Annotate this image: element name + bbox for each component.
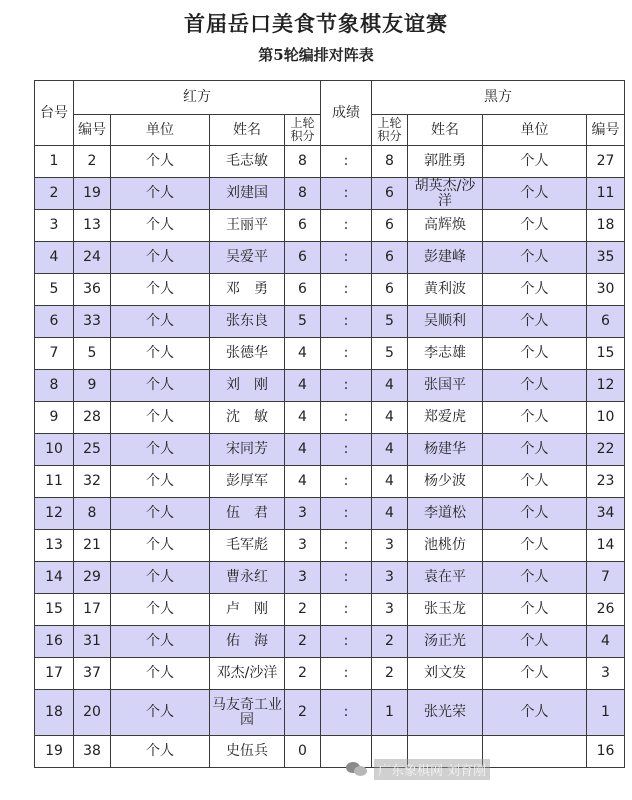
black-number-cell: 30 [587, 274, 625, 306]
table-no-cell: 17 [35, 658, 74, 690]
pairing-table [34, 80, 625, 768]
red-number-cell: 5 [74, 338, 111, 370]
table-row [35, 178, 625, 210]
red-last-score-cell: 3 [285, 530, 321, 562]
black-number-cell: 7 [587, 562, 625, 594]
black-last-score-cell: 3 [372, 530, 408, 562]
black-unit-cell: 个人 [483, 338, 587, 370]
black-number-cell: 15 [587, 338, 625, 370]
black-name-cell: 汤正光 [408, 626, 483, 658]
result-cell: : [321, 530, 372, 562]
result-cell: : [321, 626, 372, 658]
black-unit-cell: 个人 [483, 146, 587, 178]
table-row [35, 626, 625, 658]
result-cell: : [321, 242, 372, 274]
black-unit-cell: 个人 [483, 530, 587, 562]
red-unit-cell: 个人 [111, 658, 210, 690]
black-name-cell: 杨少波 [408, 466, 483, 498]
red-unit-cell: 个人 [111, 178, 210, 210]
table-row [35, 274, 625, 306]
red-last-score-cell: 4 [285, 466, 321, 498]
black-name-cell: 张国平 [408, 370, 483, 402]
red-unit-cell: 个人 [111, 146, 210, 178]
table-row [35, 498, 625, 530]
black-last-score-cell: 4 [372, 402, 408, 434]
result-cell: : [321, 178, 372, 210]
black-name-cell: 彭建峰 [408, 242, 483, 274]
black-last-score-cell: 6 [372, 274, 408, 306]
black-last-score-cell: 6 [372, 210, 408, 242]
result-cell: : [321, 658, 372, 690]
red-name-cell: 彭厚军 [210, 466, 285, 498]
red-number-cell: 28 [74, 402, 111, 434]
table-no-cell: 7 [35, 338, 74, 370]
header-red-side: 红方 [74, 81, 321, 115]
black-number-cell: 16 [587, 736, 625, 768]
header-red-name: 姓名 [210, 115, 285, 146]
table-no-cell: 8 [35, 370, 74, 402]
watermark-text: 广东象棋网 刘育刚 [374, 759, 490, 780]
black-name-cell: 黄利波 [408, 274, 483, 306]
black-name-cell: 胡英杰/沙洋 [408, 178, 483, 210]
table-row [35, 562, 625, 594]
black-last-score-cell: 5 [372, 338, 408, 370]
header-black-number: 编号 [587, 115, 625, 146]
red-number-cell: 25 [74, 434, 111, 466]
red-last-score-cell: 4 [285, 402, 321, 434]
table-row [35, 306, 625, 338]
wechat-icon [346, 760, 368, 778]
black-last-score-cell: 5 [372, 306, 408, 338]
red-name-cell: 张德华 [210, 338, 285, 370]
red-last-score-cell: 4 [285, 338, 321, 370]
header-black-name: 姓名 [408, 115, 483, 146]
black-unit-cell: 个人 [483, 242, 587, 274]
table-row [35, 370, 625, 402]
header-table-no: 台号 [35, 81, 74, 146]
table-no-cell: 5 [35, 274, 74, 306]
black-unit-cell: 个人 [483, 690, 587, 736]
red-unit-cell: 个人 [111, 562, 210, 594]
red-unit-cell: 个人 [111, 434, 210, 466]
black-last-score-cell: 6 [372, 178, 408, 210]
header-red-last-score: 上轮积分 [285, 115, 321, 146]
red-unit-cell: 个人 [111, 736, 210, 768]
header-black-last-score: 上轮积分 [372, 115, 408, 146]
result-cell: : [321, 370, 372, 402]
table-no-cell: 1 [35, 146, 74, 178]
black-last-score-cell: 3 [372, 594, 408, 626]
black-last-score-cell: 3 [372, 562, 408, 594]
table-row [35, 146, 625, 178]
table-no-cell: 14 [35, 562, 74, 594]
black-last-score-cell: 2 [372, 626, 408, 658]
black-number-cell: 10 [587, 402, 625, 434]
red-last-score-cell: 6 [285, 242, 321, 274]
red-name-cell: 刘建国 [210, 178, 285, 210]
red-unit-cell: 个人 [111, 306, 210, 338]
red-unit-cell: 个人 [111, 370, 210, 402]
black-number-cell: 26 [587, 594, 625, 626]
table-no-cell: 12 [35, 498, 74, 530]
table-row [35, 690, 625, 736]
red-number-cell: 33 [74, 306, 111, 338]
black-last-score-cell: 1 [372, 690, 408, 736]
table-row [35, 434, 625, 466]
header-black-unit: 单位 [483, 115, 587, 146]
table-no-cell: 9 [35, 402, 74, 434]
table-no-cell: 16 [35, 626, 74, 658]
black-number-cell: 1 [587, 690, 625, 736]
result-cell: : [321, 690, 372, 736]
red-last-score-cell: 6 [285, 274, 321, 306]
black-name-cell: 吴顺利 [408, 306, 483, 338]
red-unit-cell: 个人 [111, 338, 210, 370]
red-last-score-cell: 6 [285, 210, 321, 242]
red-name-cell: 王丽平 [210, 210, 285, 242]
red-unit-cell: 个人 [111, 402, 210, 434]
red-unit-cell: 个人 [111, 242, 210, 274]
red-number-cell: 17 [74, 594, 111, 626]
black-name-cell: 郭胜勇 [408, 146, 483, 178]
red-number-cell: 19 [74, 178, 111, 210]
black-number-cell: 12 [587, 370, 625, 402]
pairing-table-body [35, 146, 625, 768]
black-number-cell: 11 [587, 178, 625, 210]
watermark [346, 757, 578, 781]
black-number-cell: 14 [587, 530, 625, 562]
red-last-score-cell: 2 [285, 690, 321, 736]
table-row [35, 210, 625, 242]
red-last-score-cell: 0 [285, 736, 321, 768]
black-name-cell: 高辉焕 [408, 210, 483, 242]
black-number-cell: 27 [587, 146, 625, 178]
table-row [35, 402, 625, 434]
table-row [35, 466, 625, 498]
black-unit-cell: 个人 [483, 594, 587, 626]
black-number-cell: 3 [587, 658, 625, 690]
result-cell: : [321, 146, 372, 178]
black-last-score-cell: 4 [372, 498, 408, 530]
red-last-score-cell: 3 [285, 498, 321, 530]
red-last-score-cell: 4 [285, 434, 321, 466]
red-name-cell: 宋同芳 [210, 434, 285, 466]
red-name-cell: 吴爱平 [210, 242, 285, 274]
result-cell: : [321, 210, 372, 242]
result-cell: : [321, 434, 372, 466]
result-cell: : [321, 594, 372, 626]
red-last-score-cell: 2 [285, 658, 321, 690]
header-red-unit: 单位 [111, 115, 210, 146]
red-number-cell: 24 [74, 242, 111, 274]
table-no-cell: 18 [35, 690, 74, 736]
black-unit-cell: 个人 [483, 178, 587, 210]
table-no-cell: 19 [35, 736, 74, 768]
red-number-cell: 31 [74, 626, 111, 658]
red-number-cell: 9 [74, 370, 111, 402]
black-number-cell: 6 [587, 306, 625, 338]
black-number-cell: 18 [587, 210, 625, 242]
black-name-cell: 张光荣 [408, 690, 483, 736]
table-no-cell: 11 [35, 466, 74, 498]
table-no-cell: 2 [35, 178, 74, 210]
black-number-cell: 35 [587, 242, 625, 274]
result-cell: : [321, 562, 372, 594]
red-last-score-cell: 5 [285, 306, 321, 338]
black-last-score-cell: 6 [372, 242, 408, 274]
red-name-cell: 邓 勇 [210, 274, 285, 306]
black-name-cell: 池桃仿 [408, 530, 483, 562]
black-name-cell: 袁在平 [408, 562, 483, 594]
black-unit-cell: 个人 [483, 434, 587, 466]
red-last-score-cell: 3 [285, 562, 321, 594]
red-unit-cell: 个人 [111, 466, 210, 498]
red-number-cell: 38 [74, 736, 111, 768]
header-result: 成绩 [321, 81, 372, 146]
black-unit-cell: 个人 [483, 210, 587, 242]
black-last-score-cell: 4 [372, 466, 408, 498]
red-name-cell: 毛军彪 [210, 530, 285, 562]
black-name-cell: 李志雄 [408, 338, 483, 370]
red-number-cell: 8 [74, 498, 111, 530]
red-unit-cell: 个人 [111, 690, 210, 736]
red-unit-cell: 个人 [111, 274, 210, 306]
black-number-cell: 34 [587, 498, 625, 530]
table-no-cell: 10 [35, 434, 74, 466]
red-last-score-cell: 8 [285, 146, 321, 178]
result-cell: : [321, 306, 372, 338]
black-unit-cell: 个人 [483, 498, 587, 530]
red-number-cell: 21 [74, 530, 111, 562]
black-last-score-cell: 8 [372, 146, 408, 178]
result-cell: : [321, 498, 372, 530]
black-name-cell: 杨建华 [408, 434, 483, 466]
black-last-score-cell: 4 [372, 434, 408, 466]
red-name-cell: 佑 海 [210, 626, 285, 658]
table-no-cell: 3 [35, 210, 74, 242]
red-unit-cell: 个人 [111, 498, 210, 530]
red-number-cell: 2 [74, 146, 111, 178]
red-name-cell: 张东良 [210, 306, 285, 338]
red-number-cell: 29 [74, 562, 111, 594]
red-number-cell: 32 [74, 466, 111, 498]
red-name-cell: 邓杰/沙洋 [210, 658, 285, 690]
black-name-cell: 刘文发 [408, 658, 483, 690]
red-unit-cell: 个人 [111, 210, 210, 242]
red-unit-cell: 个人 [111, 626, 210, 658]
black-unit-cell: 个人 [483, 466, 587, 498]
red-number-cell: 20 [74, 690, 111, 736]
red-name-cell: 曹永红 [210, 562, 285, 594]
table-row [35, 594, 625, 626]
black-unit-cell: 个人 [483, 370, 587, 402]
red-name-cell: 卢 刚 [210, 594, 285, 626]
table-row [35, 242, 625, 274]
black-name-cell: 张玉龙 [408, 594, 483, 626]
table-no-cell: 6 [35, 306, 74, 338]
red-name-cell: 沈 敏 [210, 402, 285, 434]
red-last-score-cell: 8 [285, 178, 321, 210]
red-number-cell: 37 [74, 658, 111, 690]
black-number-cell: 23 [587, 466, 625, 498]
black-last-score-cell: 4 [372, 370, 408, 402]
table-no-cell: 13 [35, 530, 74, 562]
red-number-cell: 13 [74, 210, 111, 242]
red-name-cell: 马友奇工业园 [210, 690, 285, 736]
red-name-cell: 伍 君 [210, 498, 285, 530]
black-name-cell: 李道松 [408, 498, 483, 530]
red-last-score-cell: 4 [285, 370, 321, 402]
black-unit-cell: 个人 [483, 626, 587, 658]
result-cell: : [321, 466, 372, 498]
header-row-top [35, 81, 625, 115]
document-subtitle: 第5轮编排对阵表 [258, 46, 374, 64]
red-unit-cell: 个人 [111, 530, 210, 562]
black-number-cell: 4 [587, 626, 625, 658]
red-name-cell: 毛志敏 [210, 146, 285, 178]
red-name-cell: 史伍兵 [210, 736, 285, 768]
red-last-score-cell: 2 [285, 594, 321, 626]
header-black-side: 黑方 [372, 81, 625, 115]
header-red-number: 编号 [74, 115, 111, 146]
result-cell: : [321, 274, 372, 306]
table-row [35, 658, 625, 690]
red-last-score-cell: 2 [285, 626, 321, 658]
red-unit-cell: 个人 [111, 594, 210, 626]
black-unit-cell: 个人 [483, 562, 587, 594]
red-number-cell: 36 [74, 274, 111, 306]
table-row [35, 530, 625, 562]
black-unit-cell: 个人 [483, 402, 587, 434]
result-cell: : [321, 402, 372, 434]
black-unit-cell: 个人 [483, 306, 587, 338]
table-row [35, 338, 625, 370]
result-cell: : [321, 338, 372, 370]
black-name-cell: 郑爱虎 [408, 402, 483, 434]
table-no-cell: 15 [35, 594, 74, 626]
black-number-cell: 22 [587, 434, 625, 466]
black-unit-cell: 个人 [483, 274, 587, 306]
red-name-cell: 刘 刚 [210, 370, 285, 402]
black-unit-cell: 个人 [483, 658, 587, 690]
table-no-cell: 4 [35, 242, 74, 274]
document-title: 首届岳口美食节象棋友谊赛 [184, 11, 448, 36]
black-last-score-cell: 2 [372, 658, 408, 690]
